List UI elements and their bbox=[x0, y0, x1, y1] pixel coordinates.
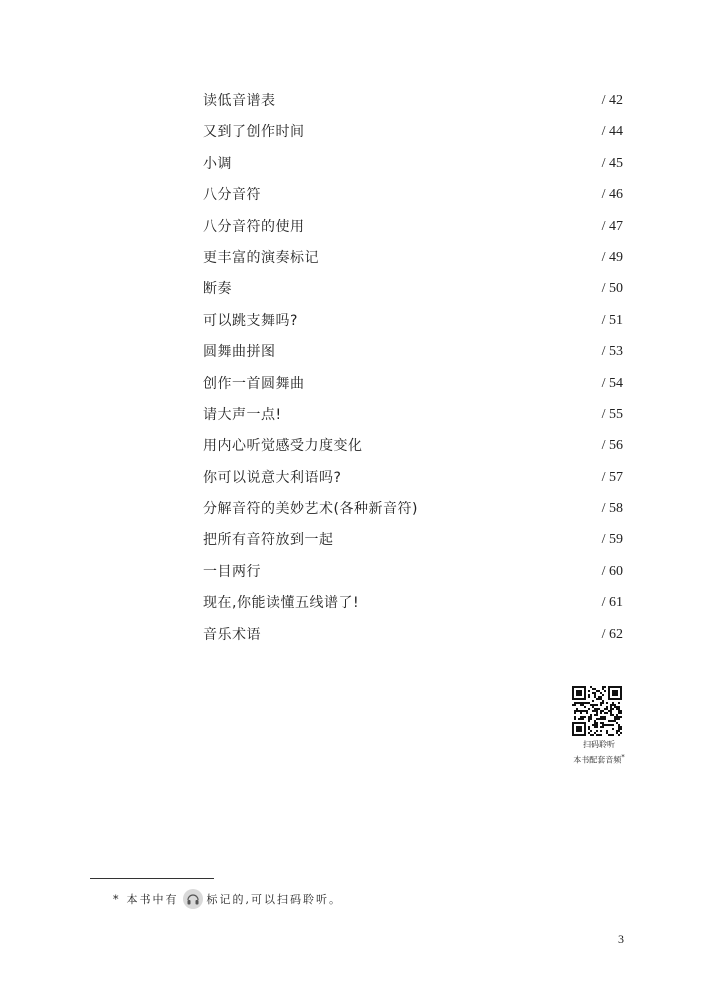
footnote bbox=[113, 889, 342, 909]
footnote-text-before: 本书中有 bbox=[126, 893, 179, 906]
toc-entry-title: 请大声一点! bbox=[203, 406, 282, 423]
toc-entry-title: 又到了创作时间 bbox=[203, 124, 305, 141]
toc-entry-page: / 51 bbox=[601, 312, 623, 328]
qr-code[interactable] bbox=[572, 686, 624, 736]
toc-entry-page: / 60 bbox=[601, 563, 623, 579]
page-number: 3 bbox=[618, 932, 624, 946]
toc-entry-title: 读低音谱表 bbox=[203, 93, 276, 109]
qr-caption bbox=[554, 738, 644, 767]
toc-entry-page: / 50 bbox=[601, 281, 623, 297]
toc-entry[interactable] bbox=[203, 119, 623, 150]
toc-entry-page: / 62 bbox=[601, 626, 623, 642]
toc-entry[interactable] bbox=[203, 622, 623, 653]
toc-entry[interactable] bbox=[203, 339, 623, 370]
toc-entry-title: 把所有音符放到一起 bbox=[203, 532, 334, 549]
toc-entry[interactable] bbox=[203, 182, 623, 213]
toc-entry[interactable] bbox=[203, 433, 623, 464]
toc-entry-page: / 49 bbox=[601, 249, 623, 265]
toc-entry-title: 断奏 bbox=[203, 281, 232, 298]
toc-entry-page: / 56 bbox=[601, 438, 623, 454]
footnote-rule bbox=[90, 878, 214, 879]
toc-entry-title: 现在,你能读懂五线谱了! bbox=[203, 595, 360, 612]
toc-entry-title: 音乐术语 bbox=[203, 626, 261, 643]
toc-entry-title: 小调 bbox=[203, 155, 232, 172]
toc-entry-title: 一目两行 bbox=[203, 563, 261, 580]
qr-caption-mark: * bbox=[621, 753, 625, 761]
headphones-icon bbox=[183, 889, 203, 909]
toc-entry-page: / 42 bbox=[601, 93, 623, 108]
toc-entry[interactable] bbox=[203, 559, 623, 590]
toc-entry-title: 八分音符的使用 bbox=[203, 218, 305, 235]
toc-entry-title: 可以跳支舞吗? bbox=[203, 312, 298, 329]
toc-entry-page: / 46 bbox=[601, 187, 623, 203]
toc-entry[interactable] bbox=[203, 88, 623, 119]
toc-entry-title: 八分音符 bbox=[203, 187, 261, 204]
toc-entry[interactable] bbox=[203, 276, 623, 307]
toc-entry-page: / 47 bbox=[601, 218, 623, 234]
toc-entry-page: / 61 bbox=[601, 595, 623, 611]
qr-code-icon bbox=[572, 686, 622, 736]
toc-entry-page: / 45 bbox=[601, 155, 623, 171]
toc-entry[interactable] bbox=[203, 527, 623, 558]
qr-caption-line1: 扫码聆听 bbox=[583, 740, 615, 749]
toc-entry[interactable] bbox=[203, 496, 623, 527]
toc-entry-page: / 59 bbox=[601, 532, 623, 548]
qr-caption-line2: 本书配套音频 bbox=[573, 755, 622, 765]
toc-entry[interactable] bbox=[203, 371, 623, 402]
toc-entry-title: 圆舞曲拼图 bbox=[203, 344, 276, 361]
toc-entry[interactable] bbox=[203, 308, 623, 339]
toc-entry-page: / 58 bbox=[601, 501, 623, 517]
toc-entry-page: / 54 bbox=[601, 375, 623, 391]
footnote-text-after: 标记的,可以扫码聆听。 bbox=[206, 893, 342, 906]
toc-entry[interactable] bbox=[203, 245, 623, 276]
toc-entry[interactable] bbox=[203, 590, 623, 621]
toc-entry[interactable] bbox=[203, 214, 623, 245]
footnote-star: * bbox=[113, 892, 121, 906]
toc-entry-page: / 55 bbox=[601, 406, 623, 422]
toc-entry-title: 分解音符的美妙艺术(各种新音符) bbox=[203, 501, 418, 518]
toc-entry-title: 创作一首圆舞曲 bbox=[203, 375, 305, 392]
toc-entry-page: / 53 bbox=[601, 344, 623, 360]
toc-entry[interactable] bbox=[203, 402, 623, 433]
toc-entry-title: 更丰富的演奏标记 bbox=[203, 249, 319, 266]
toc-entry-title: 用内心听觉感受力度变化 bbox=[203, 438, 363, 455]
toc-entry[interactable] bbox=[203, 151, 623, 182]
table-of-contents bbox=[203, 88, 623, 653]
toc-entry-page: / 57 bbox=[601, 469, 623, 485]
toc-entry-title: 你可以说意大利语吗? bbox=[203, 469, 342, 486]
toc-entry[interactable] bbox=[203, 465, 623, 496]
toc-entry-page: / 44 bbox=[601, 124, 623, 140]
